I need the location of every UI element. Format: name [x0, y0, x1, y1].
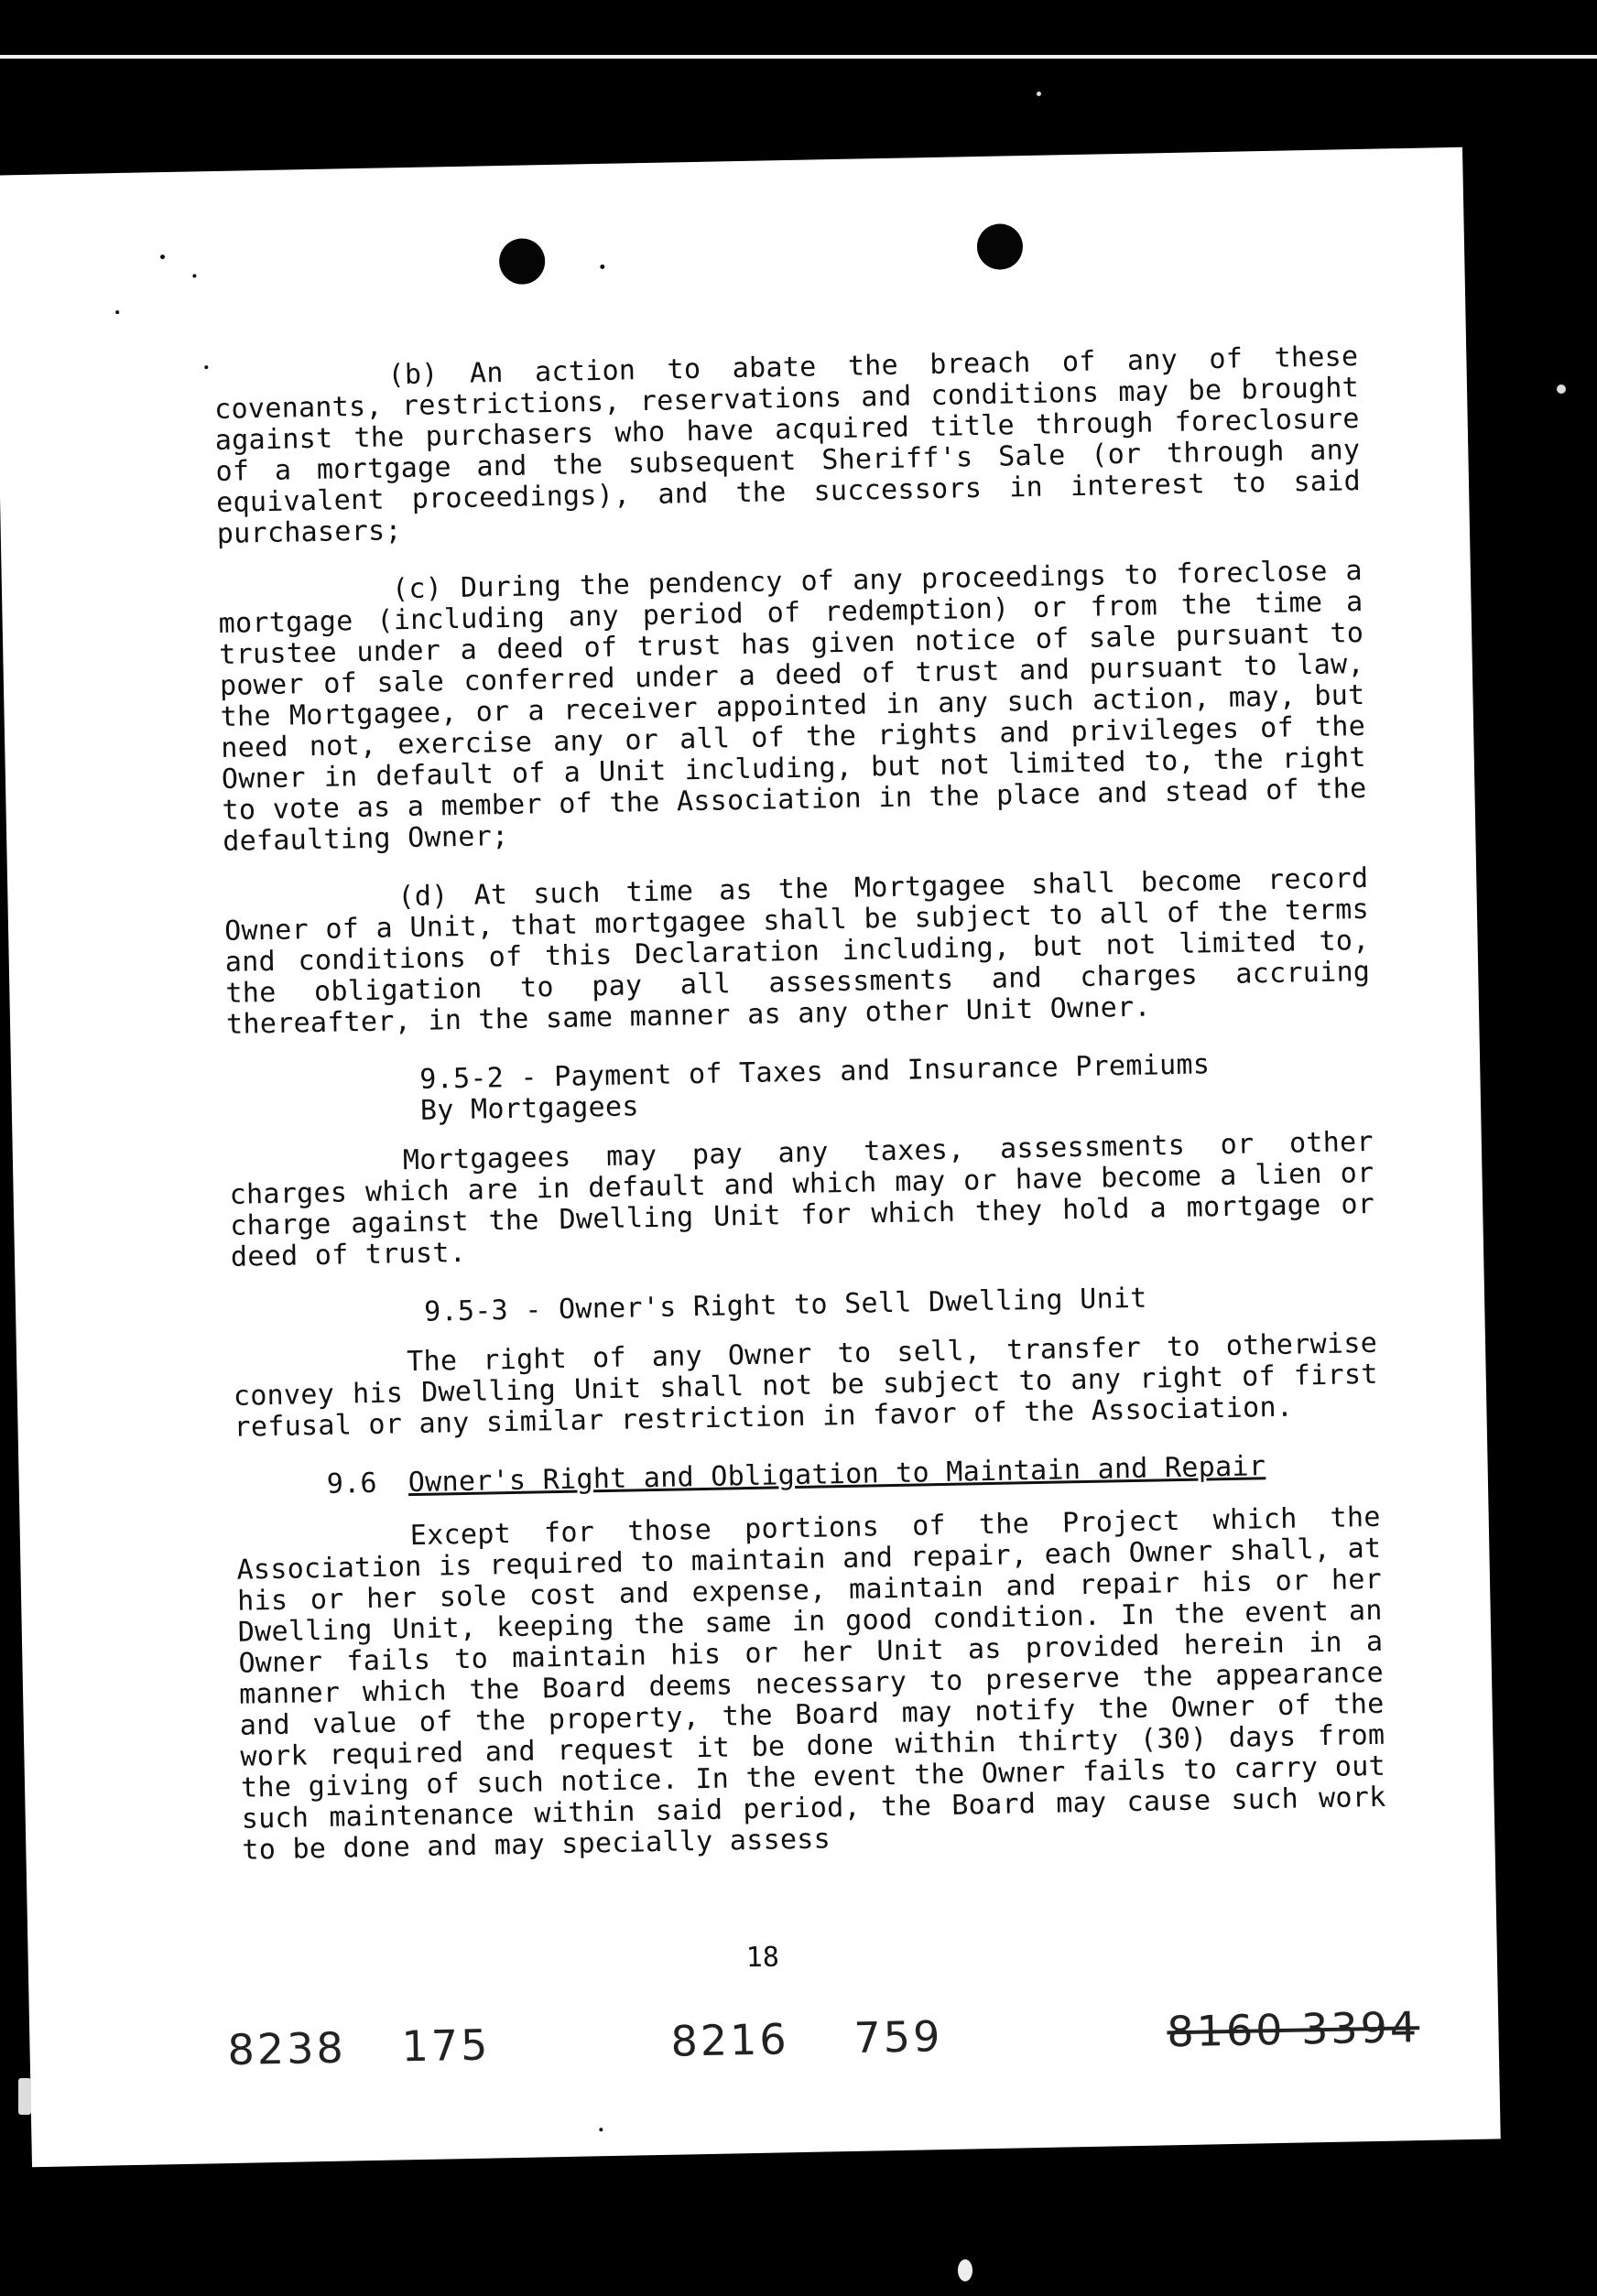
- section-9-6-heading: [326, 1449, 1379, 1500]
- section-title: Owner's Right and Obligation to Maintain and Repair: [407, 1450, 1266, 1500]
- scan-speck: [958, 2259, 972, 2281]
- document-page: [0, 147, 1501, 2167]
- handwritten-code-struck: 8160 3394: [1166, 2002, 1420, 2057]
- handwritten-code: 175: [401, 2020, 491, 2072]
- handwritten-code: 759: [853, 2011, 943, 2063]
- scan-speck: [18, 2078, 31, 2115]
- binder-hole-left: [499, 238, 546, 285]
- paragraph-d: (d) At such time as the Mortgagee shall become record Owner of a Unit, that mortgagee shall be subject to all of the terms and conditions of this Declaration including, but not limited to, the obligation to pay all assessments and charges accruing thereafter, in the same manner as any other Unit Owner.: [223, 861, 1371, 1041]
- scan-speck: [600, 265, 604, 269]
- scanner-top-rule: [0, 55, 1597, 59]
- paragraph-9-5-3: The right of any Owner to sell, transfer to otherwise convey his Dwelling Unit shall not be subject to any right of first refusal or any similar restriction in favor of the Association.: [233, 1327, 1379, 1444]
- scan-speck: [115, 310, 119, 314]
- scan-speck: [160, 255, 165, 259]
- scan-speck: [204, 365, 208, 369]
- scan-speck: [599, 2128, 603, 2131]
- paragraph-b: (b) An action to abate the breach of any of these covenants, restrictions, reservations and conditions may be brought against the purchasers who have acquired title through foreclosure of a mortgage and the subsequent Sheriff's Sale (or through any equivalent proceedings), and the successors in interest to said purchasers;: [213, 341, 1362, 550]
- handwritten-code: 8216: [670, 2014, 790, 2066]
- paragraph-c: (c) During the pendency of any proceedings to foreclose a mortgage (including any period of redemption) or from the time a trustee under a deed of trust has given notice of sale pursuant to power of sale conferred under a deed of trust and pursuant to law, the Mortgagee, or a receiver appointed in any such action, may, but need not, exercise any or all of the rights and privileges of the Owner in default of a Unit including, but not limited to, the right to vote as a member of the Association in the place and stead of the defaulting Owner;: [218, 554, 1367, 858]
- paragraph-9-6: Except for those portions of the Project which the Association is required to maintain and repair, each Owner shall, at his or her sole cost and expense, maintain and repair his or her Dwelling Unit, keeping the same in good condition. In the event an Owner fails to maintain his or her Unit as provided herein in a manner which the Board deems necessary to preserve the appearance and value of the property, the Board may notify the Owner of the work required and request it be done within thirty (30) days from the giving of such notice. In the event the Owner fails to carry out such maintenance within said period, the Board may cause such work to be done and may specially assess: [236, 1500, 1386, 1867]
- page-number: 18: [745, 1941, 780, 1975]
- document-body: [213, 341, 1387, 1894]
- paragraph-9-5-2: Mortgagees may pay any taxes, assessments or other charges which are in default and which may or have become a lien or charge against the Dwelling Unit for which they hold a mortgage or deed of trust.: [229, 1125, 1375, 1273]
- section-number: 9.6: [326, 1467, 378, 1500]
- scan-speck: [192, 274, 196, 277]
- handwritten-code: 8238: [227, 2022, 347, 2075]
- heading-9-5-2: 9.5-2 - Payment of Taxes and Insurance Premiums By Mortgagees: [418, 1048, 1211, 1127]
- scan-speck: [1037, 92, 1041, 96]
- heading-9-5-3: 9.5-3 - Owner's Right to Sell Dwelling Unit: [423, 1282, 1147, 1328]
- scan-speck: [1557, 384, 1566, 394]
- handwritten-codes: [227, 2002, 1420, 2075]
- binder-hole-right: [976, 223, 1023, 270]
